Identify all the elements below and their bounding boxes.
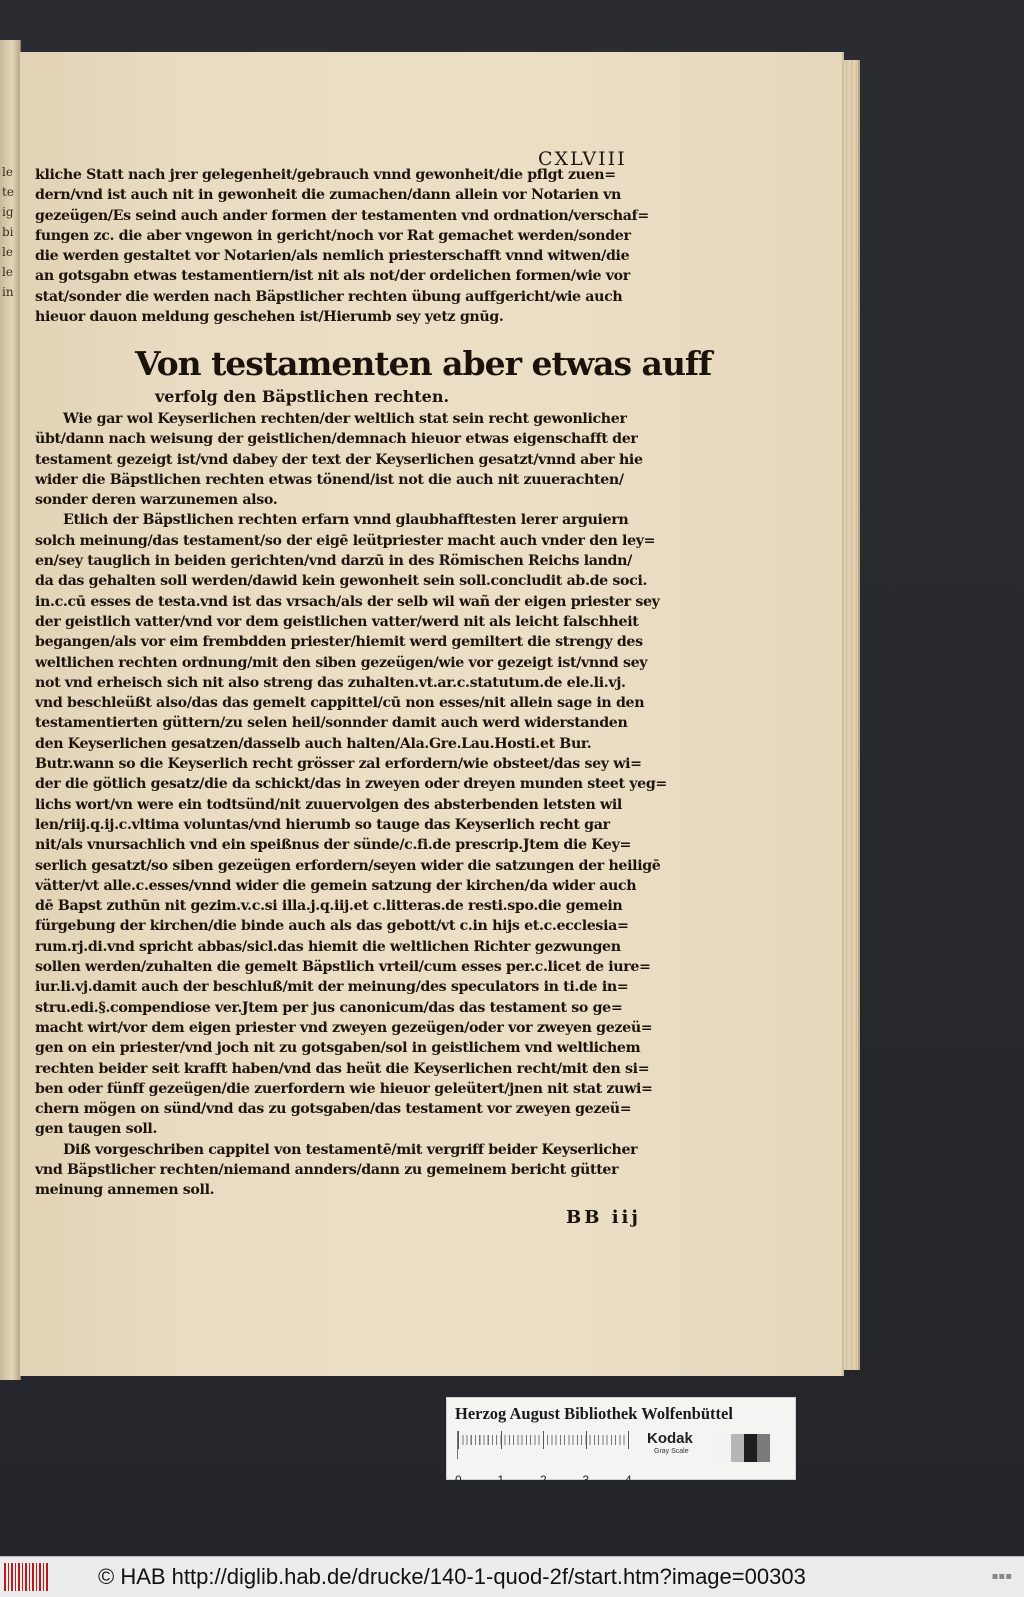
section-subheading: verfolg den Bäpstlichen rechten.	[155, 387, 450, 406]
color-scale-card	[446, 1397, 796, 1487]
ruler-number: 2	[540, 1473, 547, 1487]
text-line: kliche Statt nach jrer gelegenheit/gebrauch vnnd gewonheit/die pflgt zuen=	[35, 167, 616, 183]
kodak-logo: Kodak	[647, 1430, 693, 1447]
folio-number: CXLVIII	[538, 148, 627, 170]
text-block-intro	[35, 165, 677, 327]
ruler-number: 4	[625, 1473, 632, 1487]
gray-patch	[718, 1434, 731, 1462]
text-line: Etlich der Bäpstlichen rechten erfarn vnnd glaubhafftesten lerer arguiern	[63, 512, 629, 529]
text-line: gezeügen/Es seind auch ander formen der testamenten vnd ordnation/verschaf=	[35, 207, 649, 224]
text-line: solch meinung/das testament/so der eigē leütpriester macht auch vnder den ley=	[35, 532, 656, 549]
text-line: testament gezeigt ist/vnd dabey der text der Keyserlichen gesatzt/vnnd aber hie	[35, 451, 643, 468]
text-line: ben oder fünff gezeügen/die zuerfordern wie hieuor geleütert/jnen nit stat zuwi=	[35, 1080, 653, 1097]
text-line: vnd Bäpstlicher rechten/niemand annders/dann zu gemeinem bericht gütter	[35, 1161, 619, 1178]
ruler-major-tick	[501, 1431, 502, 1449]
text-line: meinung annemen soll.	[35, 1182, 215, 1199]
margin-fragment: le	[2, 165, 13, 179]
ruler-scale	[455, 1431, 632, 1487]
text-line: begangen/als vor eim frembdden priester/hiemit werd gemiltert die strengy des	[35, 634, 643, 651]
barcode-icon	[4, 1563, 48, 1591]
text-line: wider die Bäpstlichen rechten etwas tönend/ist not die auch nit zuuerachten/	[35, 471, 624, 488]
text-line: rechten beider seit krafft haben/vnd das heüt die Keyserlichen recht/mit den si=	[35, 1060, 650, 1077]
source-url[interactable]: © HAB http://diglib.hab.de/drucke/140-1-quod-2f/start.htm?image=00303	[98, 1564, 806, 1589]
text-line: der geistlich vatter/vnd vor dem geistlichen vatter/werd nit als leicht falschheit	[35, 613, 639, 630]
margin-fragment: le	[2, 245, 13, 259]
ruler-number: 0	[455, 1473, 462, 1487]
text-line: len/riij.q.ij.c.vltima voluntas/vnd hierumb so tauge das Keyserlich recht gar	[35, 816, 610, 833]
gray-patch	[757, 1434, 770, 1462]
library-name: Herzog August Bibliothek Wolfenbüttel	[455, 1404, 733, 1423]
text-line: testamentierten güttern/zu selen heil/sonnder damit auch werd widerstanden	[35, 715, 628, 732]
ruler-major-tick	[458, 1431, 459, 1449]
text-line: rum.rj.di.vnd spricht abbas/sicl.das hiemit die weltlichen Richter gezwungen	[35, 938, 621, 955]
previous-page-edge	[0, 40, 21, 1380]
kodak-gray-scale-label: Gray Scale	[654, 1448, 689, 1455]
text-line: den Keyserlichen gesatzen/dasselb auch halten/Ala.Gre.Lau.Hosti.et Bur.	[35, 735, 592, 752]
text-line: vätter/vt alle.c.esses/vnnd wider die gemein satzung der kirchen/da wider auch	[35, 877, 637, 894]
text-line: übt/dann nach weisung der geistlichen/demnach hieuor etwas eigenschafft der	[35, 431, 638, 448]
text-line: stru.edi.§.compendiose ver.Jtem per jus canonicum/das das testament so ge=	[35, 999, 623, 1016]
ruler-number: 3	[582, 1473, 590, 1487]
text-line: fürgebung der kirchen/die binde auch als das gebott/vt c.in hijs et.c.ecclesia=	[35, 918, 629, 935]
status-bar	[0, 1556, 1024, 1597]
margin-fragment: te	[2, 185, 14, 199]
text-line: hieuor dauon meldung geschehen ist/Hierumb sey yetz gnūg.	[35, 309, 504, 326]
ruler-major-tick	[543, 1431, 544, 1449]
text-line: lichs wort/vn were ein todtsünd/nit zuuervolgen des absterbenden letsten wil	[35, 796, 622, 813]
gray-patch	[731, 1434, 744, 1462]
text-line: gen on ein priester/vnd joch nit zu gotsgaben/sol in geistlichem vnd weltlichem	[35, 1040, 641, 1057]
text-line: sollen werden/zuhalten die gemelt Bäpstlich vrteil/cum esses per.c.licet de iure=	[35, 959, 651, 976]
text-line: nit/als vnursachlich vnd ein speißnus der sünde/c.fi.de prescrip.Jtem die Key=	[35, 837, 632, 854]
text-line: da das gehalten soll werden/dawid kein gewonheit sein soll.concludit ab.de soci.	[35, 573, 648, 590]
text-line: dern/vnd ist auch nit in gewonheit die zumachen/dann allein vor Notarien vn	[35, 187, 622, 204]
text-line: Diß vorgeschriben cappitel von testamentē/mit vergriff beider Keyserlicher	[63, 1141, 638, 1158]
more-dots-icon[interactable]: ▪▪▪	[991, 1571, 1012, 1582]
text-line: iur.li.vj.damit auch der beschluß/mit der meinung/des speculators in ti.de in=	[35, 979, 629, 996]
text-line: fungen zc. die aber vngewon in gericht/noch vor Rat gemachet werden/sonder	[35, 227, 631, 244]
text-line: in.c.cū esses de testa.vnd ist das vrsach/als der selb wil wañ der eigen priester sey	[35, 593, 660, 610]
text-line: die werden gestaltet vor Notarien/als nemlich priesterschafft vnnd witwen/die	[35, 248, 630, 265]
text-line: stat/sonder die werden nach Bäpstlicher rechten übung auffgericht/wie auch	[35, 288, 623, 305]
text-line: Butr.wann so die Keyserlich recht grösser zal erfordern/wie obsteet/das sey wi=	[35, 756, 642, 773]
text-line: der die götlich gesatz/die da schickt/das in zweyen oder dreyen munden steet yeg=	[35, 776, 667, 793]
text-line: weltlichen rechten ordnung/mit den siben gezeügen/wie vor gezeigt ist/vnnd sey	[35, 654, 648, 671]
text-line: Wie gar wol Keyserlichen rechten/der weltlich stat sein recht gewonlicher	[63, 411, 627, 427]
signature-mark: BB iij	[566, 1207, 641, 1228]
text-line: dē Bapst zuthūn nit gezim.v.c.si illa.j.q.iij.et c.litteras.de resti.spo.die gemein	[35, 898, 623, 915]
margin-fragment: bi	[2, 225, 14, 239]
gray-patches	[718, 1434, 770, 1462]
text-line: not vnd erheisch sich nit also streng das zuhalten.vt.ar.c.statutum.de ele.li.vj.	[35, 674, 626, 691]
text-line: chern mögen on sünd/vnd das zu gotsgaben/das testament vor zweyen gezeü=	[35, 1101, 632, 1118]
text-line: vnd beschleüßt also/das das gemelt cappittel/cū non esses/nit allein sage in den	[35, 695, 645, 712]
text-line: sonder deren warzunemen also.	[35, 492, 278, 509]
ruler-number: 1	[497, 1473, 505, 1487]
section-heading: Von testamenten aber etwas auff	[135, 344, 712, 383]
margin-fragment: in	[2, 285, 14, 299]
margin-fragment: le	[2, 265, 13, 279]
ruler-major-tick	[586, 1431, 587, 1449]
gray-patch	[744, 1434, 757, 1462]
text-line: an gotsgabn etwas testamentiern/ist nit als not/der ordelichen formen/wie vor	[35, 268, 630, 285]
text-block-main	[35, 409, 677, 1201]
ruler-major-tick	[628, 1431, 629, 1449]
text-line: macht wirt/vor dem eigen priester vnd zweyen gezeügen/oder vor zweyen gezeü=	[35, 1019, 653, 1036]
margin-fragment: ig	[2, 205, 14, 219]
text-line: en/sey tauglich in beiden gerichten/vnd darzū in des Römischen Reichs landn/	[35, 553, 632, 570]
text-line: serlich gesatzt/so siben gezeügen erfordern/seyen wider die satzungen der heiligē	[35, 857, 661, 874]
text-line: gen taugen soll.	[35, 1121, 158, 1138]
